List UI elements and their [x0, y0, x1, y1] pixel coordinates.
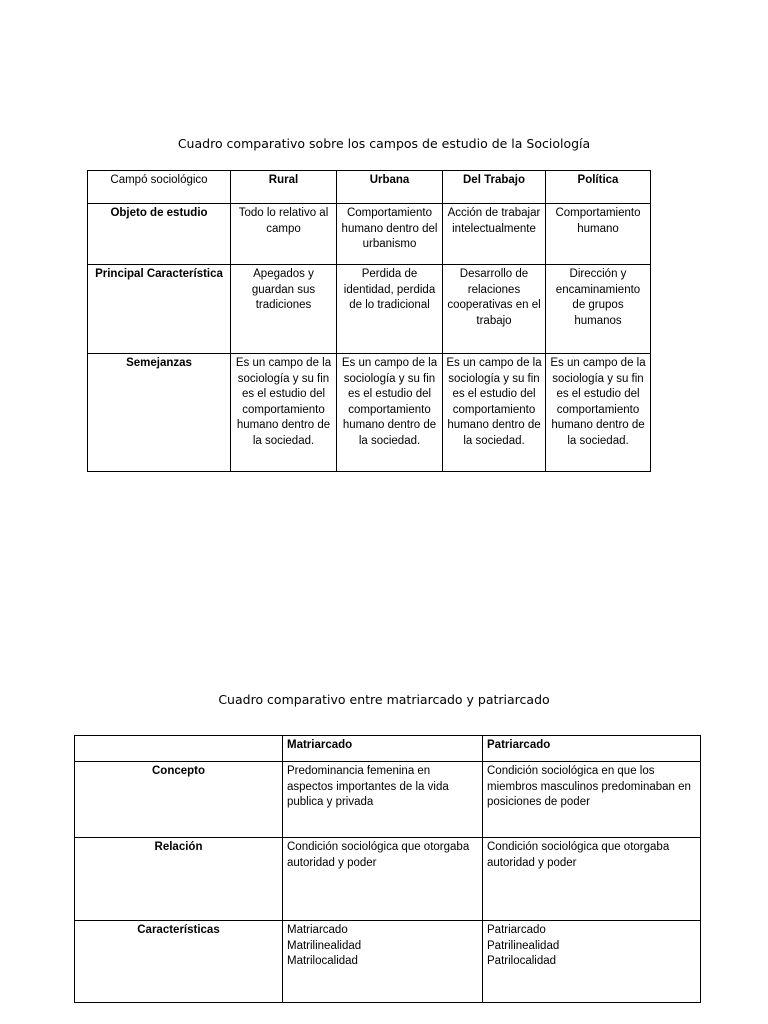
table-cell: Apegados y guardan sus tradiciones [231, 265, 337, 354]
list-item: Patrilocalidad [487, 955, 557, 967]
table-cell: Condición sociológica que otorgaba autoridad y poder [283, 838, 483, 921]
table-cell: Todo lo relativo al campo [231, 204, 337, 265]
list-item: Matrilocalidad [287, 955, 358, 967]
corner-header-cell [75, 736, 283, 762]
column-header-politica: Política [546, 171, 651, 204]
table-header-row [75, 736, 701, 762]
row-label: Características [75, 921, 283, 1003]
list-item: Matriarcado [287, 924, 348, 936]
list-item: Patrilinealidad [487, 939, 560, 952]
table-cell: Condición sociológica en que los miembros masculinos predominaban en posiciones de poder [483, 762, 701, 838]
table-header-row [88, 171, 651, 204]
table-cell: Perdida de identidad, perdida de lo tradicional [337, 265, 443, 354]
table2-title: Cuadro comparativo entre matriarcado y patriarcado [218, 692, 550, 707]
table-cell: Dirección y encaminamiento de grupos humanos [546, 265, 651, 354]
table-cell: Comportamiento humano dentro del urbanismo [337, 204, 443, 265]
corner-header-cell: Campó sociológico [88, 171, 231, 204]
table-cell: Predominancia femenina en aspectos importantes de la vida publica y privada [283, 762, 483, 838]
table-cell: Condición sociológica que otorgaba autoridad y poder [483, 838, 701, 921]
table-cell: Es un campo de la sociología y su fin es el estudio del comportamiento humano dentro de la sociedad. [443, 354, 546, 472]
matriarchy-patriarchy-table [74, 735, 701, 1003]
sociology-fields-table [87, 170, 651, 472]
table-cell: Es un campo de la sociología y su fin es el estudio del comportamiento humano dentro de la sociedad. [231, 354, 337, 472]
table-row [88, 204, 651, 265]
list-item: Patriarcado [487, 924, 546, 936]
table-row [75, 762, 701, 838]
table-row [75, 838, 701, 921]
table-cell: Desarrollo de relaciones cooperativas en el trabajo [443, 265, 546, 354]
column-header-del-trabajo: Del Trabajo [443, 171, 546, 204]
row-label: Principal Característica [88, 265, 231, 354]
table-cell: Es un campo de la sociología y su fin es el estudio del comportamiento humano dentro de la sociedad. [546, 354, 651, 472]
table-cell [483, 921, 701, 1003]
table-row [88, 265, 651, 354]
table-row [75, 921, 701, 1003]
row-label: Relación [75, 838, 283, 921]
row-label: Semejanzas [88, 354, 231, 472]
table-cell [283, 921, 483, 1003]
table-cell: Es un campo de la sociología y su fin es el estudio del comportamiento humano dentro de la sociedad. [337, 354, 443, 472]
column-header-urbana: Urbana [337, 171, 443, 204]
table-cell: Acción de trabajar intelectualmente [443, 204, 546, 265]
row-label: Objeto de estudio [88, 204, 231, 265]
column-header-matriarcado: Matriarcado [283, 736, 483, 762]
list-item: Matrilinealidad [287, 939, 362, 952]
column-header-patriarcado: Patriarcado [483, 736, 701, 762]
table1-title: Cuadro comparativo sobre los campos de estudio de la Sociología [177, 136, 591, 151]
table-row [88, 354, 651, 472]
column-header-rural: Rural [231, 171, 337, 204]
row-label: Concepto [75, 762, 283, 838]
table-cell: Comportamiento humano [546, 204, 651, 265]
